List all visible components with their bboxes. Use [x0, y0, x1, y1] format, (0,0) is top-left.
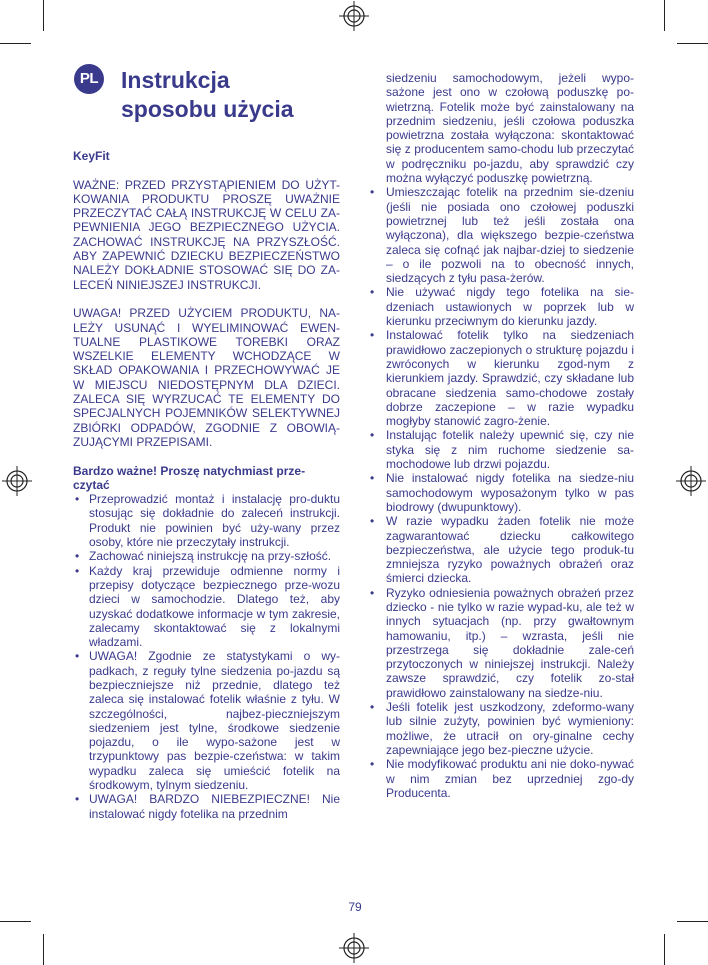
- language-badge: PL: [74, 64, 104, 94]
- left-column: [73, 149, 340, 821]
- title-line-1: Instrukcja: [121, 67, 230, 93]
- section-subheading: Bardzo ważne! Proszę natychmiast prze-czytać: [73, 463, 306, 492]
- continuation-text: siedzeniu samochodowym, jeżeli wypo-sażone jest ono w czołową poduszkę po-wietrzną. Fotelik może być zainstalowany na przednim siedzeniu, jeśli czołowa poduszka powietrzna została wyłączona: skontaktować się z producentem samo-chodu lub przeczytać w podręczniku po-jazdu, aby sprawdzić czy można wyłączyć poduszkę powietrzną.: [386, 71, 634, 186]
- page-title: [121, 66, 294, 124]
- crop-mark-top-right-h: [677, 43, 708, 44]
- title-line-2: sposobu użycia: [121, 96, 294, 122]
- list-item: • UWAGA! BARDZO NIEBEZPIECZNE! Nie instalować nigdy fotelika na przednim: [73, 792, 340, 821]
- product-name: KeyFit: [73, 149, 110, 163]
- crop-mark-bottom-left-h: [0, 921, 31, 922]
- registration-mark-left-icon: [2, 466, 32, 496]
- list-item: • Nie używać nigdy tego fotelika na sie-dzeniach ustawionych w poprzek lub w kierunku przeciwnym do kierunku jazdy.: [367, 285, 634, 328]
- registration-mark-bottom-icon: [339, 933, 369, 963]
- list-item: • Przeprowadzić montaż i instalację pro-duktu stosując się dokładnie do zaleceń instrukcji. Produkt nie powinien być uży-wany przez osoby, które nie przeczytały instrukcji.: [73, 492, 340, 549]
- registration-mark-top-icon: [339, 1, 369, 31]
- list-item: • Zachować niniejszą instrukcję na przy-szłość.: [73, 549, 340, 563]
- list-item: • Każdy kraj przewiduje odmienne normy i przepisy dotyczące bezpiecznego prze-wozu dzieci w samochodzie. Dlatego też, aby uzyskać dodatkowe informacje w tym zakresie, zalecamy skontaktować się z lokalnymi władzami.: [73, 564, 340, 650]
- list-item: • Ryzyko odniesienia poważnych obrażeń przez dziecko - nie tylko w razie wypad-ku, ale też w innych sytuacjach (np. przy gwałtownym hamowaniu, itp.) – wzrasta, jeśli nie przestrzega się dokładnie zale-ceń przytoczonych w niniejszej instrukcji. Należy zawsze sprawdzić, czy fotelik zo-stał prawidłowo zainstalowany na siedze-niu.: [367, 586, 634, 700]
- crop-mark-bottom-right-h: [677, 921, 708, 922]
- list-item: • UWAGA! Zgodnie ze statystykami o wy-padkach, z reguły tylne siedzenia po-jazdu są bezpieczniejsze niż przednie, dlatego też zaleca się instalować fotelik właśnie z tyłu. W szczególności, najbez-pieczniejszym siedzeniem jest tylne, środkowe siedzenie pojazdu, o ile wypo-sażone jest w trzypunktowy pas bezpie-czeństwa: w takim wypadku zaleca się umieścić fotelik na środkowym, tylnym siedzeniu.: [73, 649, 340, 792]
- crop-mark-bottom-left: [43, 934, 44, 965]
- warning-read-instructions: WAŻNE: PRZED PRZYSTĄPIENIEM DO UŻYT-KOWANIA PRODUKTU PROSZĘ UWAŻNIE PRZECZYTAĆ CAŁĄ INSTRUKCJĘ W CELU ZA-PEWNIENIA JEGO BEZPIECZNEGO UŻYCIA. ZACHOWAĆ INSTRUKCJĘ NA PRZYSZŁOŚĆ. ABY ZAPEWNIĆ DZIECKU BEZPIECZEŃSTWO NALEŻY DOKŁADNIE STOSOWAĆ SIĘ DO ZA-LECEŃ NINIEJSZEJ INSTRUKCJI.: [73, 177, 340, 292]
- crop-mark-bottom-right: [664, 934, 665, 965]
- right-column: [367, 71, 634, 800]
- list-item: • Instalując fotelik należy upewnić się, czy nie styka się z nim ruchome siedzenie sa-mochodowe lub drzwi pojazdu.: [367, 428, 634, 471]
- list-item: • Jeśli fotelik jest uszkodzony, zdeformo-wany lub silnie zużyty, powinien być wymieniony: możliwe, że utracił on ory-ginalne cechy zapewniające jego bez-pieczne użycie.: [367, 700, 634, 757]
- crop-mark-top-right: [664, 0, 665, 31]
- crop-mark-top-left: [43, 0, 44, 31]
- list-item: • Nie modyfikować produktu ani nie doko-nywać w nim zmian bez uprzedniej zgo-dy Producenta.: [367, 757, 634, 800]
- list-item: • Nie instalować nigdy fotelika na siedze-niu samochodowym wyposażonym tylko w pas biodrowy (dwupunktowy).: [367, 471, 634, 514]
- list-item: • Umieszczając fotelik na przednim sie-dzeniu (jeśli nie posiada ono czołowej poduszki powietrznej lub też jeśli została ona wyłączona), dla większego bezpie-czeństwa zaleca się cofnąć jak najbar-dziej to siedzenie – o ile pozwoli na to obecność innych, siedzących z tyłu pasa-żerów.: [367, 185, 634, 285]
- crop-mark-top-left-h: [0, 43, 31, 44]
- safety-list-right: [367, 185, 634, 800]
- list-item: • Instalować fotelik tylko na siedzeniach prawidłowo zaczepionych o strukturę pojazdu i zwróconych w kierunku zgod-nym z kierunkiem jazdy. Sprawdzić, czy składane lub obracane siedzenia samo-chodowe zostały dobrze zaczepione – w razie wypadku mogłyby stanowić zagro-żenie.: [367, 328, 634, 428]
- warning-packaging: UWAGA! PRZED UŻYCIEM PRODUKTU, NA-LEŻY USUNĄĆ I WYELIMINOWAĆ EWEN-TUALNE PLASTIKOWE TOREBKI ORAZ WSZELKIE ELEMENTY WCHODZĄCE W SKŁAD OPAKOWANIA I PRZECHOWYWAĆ JE W MIEJSCU NIEDOSTĘPNYM DLA DZIECI. ZALECA SIĘ WYRZUCAĆ TE ELEMENTY DO SPECJALNYCH POJEMNIKÓW SELEKTYWNEJ ZBIÓRKI ODPADÓW, ZGODNIE Z OBOWIĄ-ZUJĄCYMI PRZEPISAMI.: [73, 306, 340, 449]
- registration-mark-right-icon: [676, 466, 706, 496]
- list-item: • W razie wypadku żaden fotelik nie może zagwarantować dziecku całkowitego bezpieczeństwa, ale użycie tego produk-tu zmniejsza ryzyko poważnych obrażeń oraz śmierci dziecka.: [367, 514, 634, 585]
- page-number: 79: [348, 900, 362, 914]
- safety-list-left: [73, 492, 340, 821]
